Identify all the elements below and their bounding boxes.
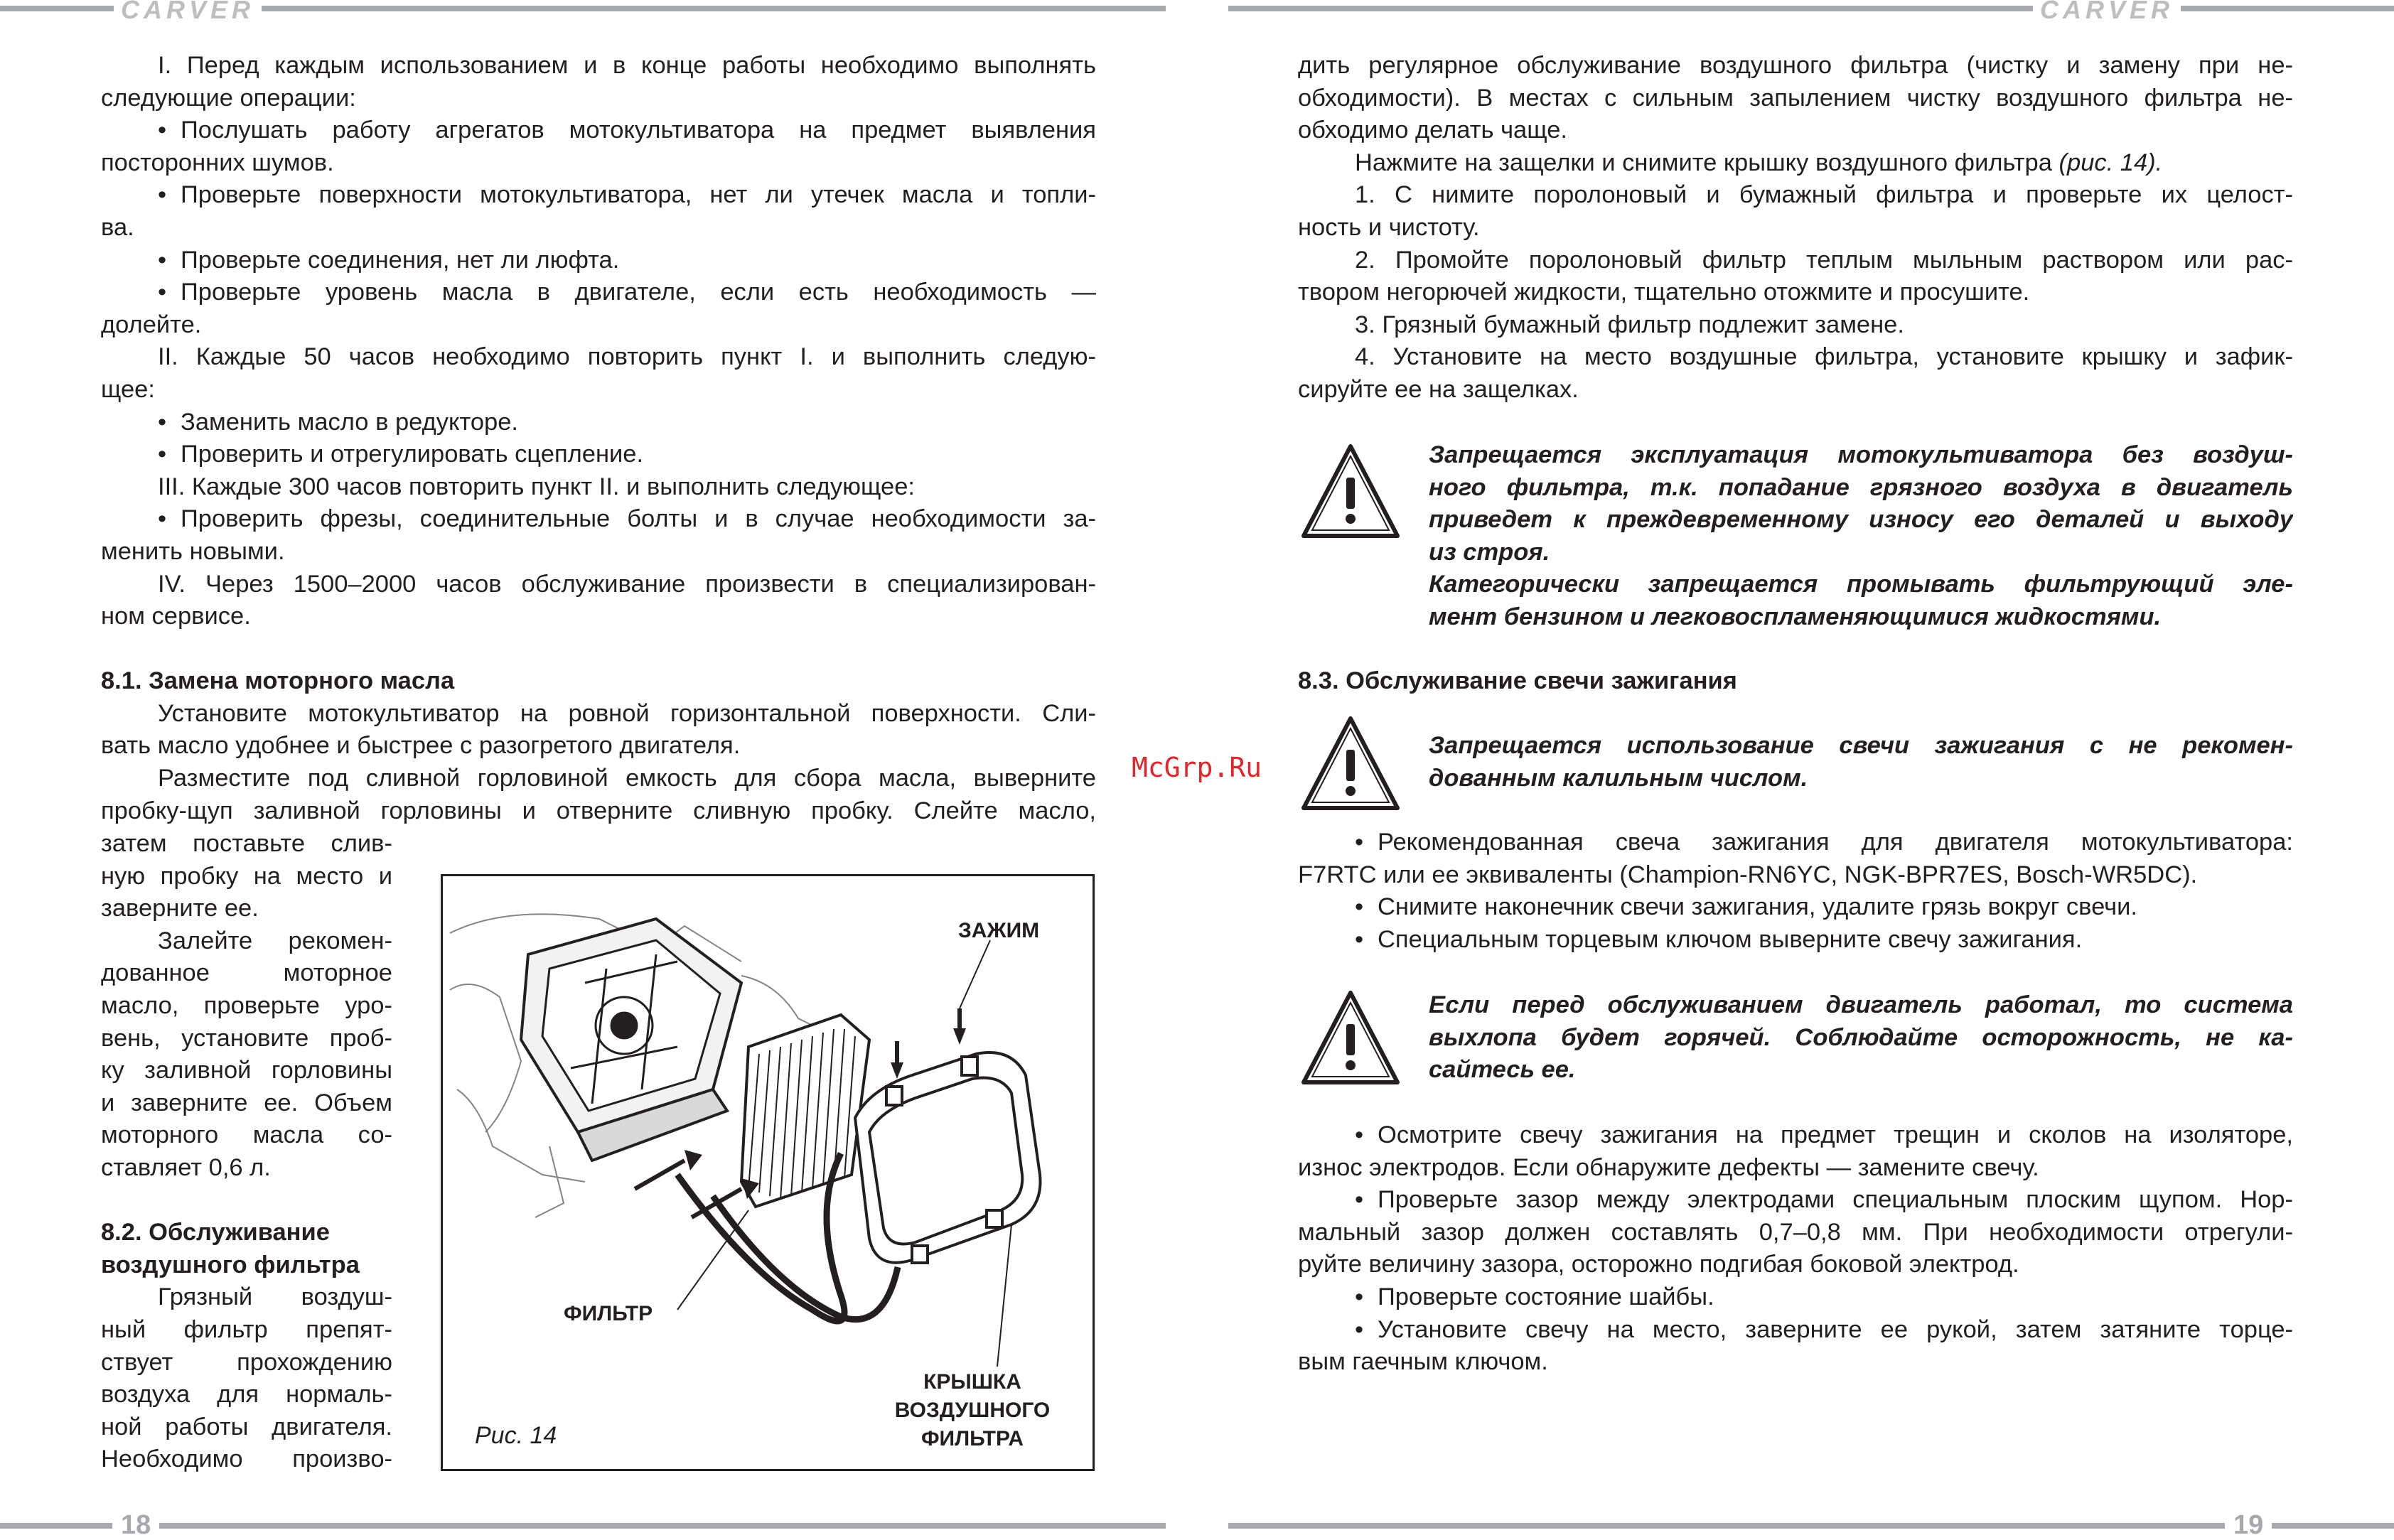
paragraph-line: ном сервисе.: [101, 603, 251, 630]
warning-line: мент бензином и легковоспламеняющимися жидкостями.: [1429, 603, 2162, 630]
paragraph-line: щее:: [101, 375, 155, 403]
left-column-upper: [101, 50, 1096, 827]
paragraph-line: 1. С нимите поролоновый и бумажный фильтра и проверьте их целост-: [1355, 181, 2293, 209]
label-cover-line: ФИЛЬТРА: [920, 1427, 1024, 1450]
paragraph-line: сируйте ее на защелках.: [1298, 375, 1579, 403]
narrow-line: моторного масла со-: [101, 1121, 392, 1149]
narrow-line: и заверните ее. Объем: [101, 1089, 392, 1116]
label-cover-line: КРЫШКА: [923, 1370, 1021, 1394]
paragraph-text: Нажмите на защелки и снимите крышку воздушного фильтра: [1355, 149, 2059, 176]
bullet-line: • Заменить масло в редукторе.: [101, 406, 1096, 439]
spacer: [101, 1185, 392, 1217]
section-8-3-title: 8.3. Обслуживание свечи зажигания: [1298, 667, 1737, 694]
narrow-line: ной работы двигателя.: [101, 1413, 392, 1441]
warning-text-2: [1429, 730, 2293, 795]
brand-logo-right: CARVER: [2033, 0, 2181, 23]
paragraph-line: посторонних шумов.: [101, 149, 334, 176]
warning-text-1: [1429, 439, 2293, 634]
bullet-line: • Проверьте уровень масла в двигателе, если есть необходимость —: [101, 276, 1096, 309]
narrow-line: ствует прохождению: [101, 1348, 392, 1376]
warning-line: Запрещается использование свечи зажигания с не рекомен-: [1429, 732, 2293, 759]
warning-text-3: [1429, 989, 2293, 1087]
paragraph-line: твором негорючей жидкости, тщательно отожмите и просушите.: [1298, 279, 2030, 306]
section-8-2-title: воздушного фильтра: [101, 1251, 360, 1278]
warning-line: выхлопа будет горячей. Соблюдайте осторожность, не ка-: [1429, 1023, 2293, 1051]
bullet-line: • Проверьте поверхности мотокультиватора, нет ли утечек масла и топли-: [101, 179, 1096, 212]
paragraph-line: ва.: [101, 213, 134, 241]
paragraph-line: износ электродов. Если обнаружите дефекты — замените свечу.: [1298, 1153, 2039, 1181]
label-clamp: ЗАЖИМ: [958, 919, 1040, 942]
paragraph-line: ность и чистоту.: [1298, 213, 1480, 241]
bullet-line: • Проверьте соединения, нет ли люфта.: [101, 244, 1096, 277]
narrow-line: вень, установите проб-: [101, 1024, 392, 1052]
narrow-line: Необходимо произво-: [101, 1445, 392, 1473]
bullet-line: • Снимите наконечник свечи зажигания, удалите грязь вокруг свечи.: [1298, 891, 2293, 924]
spacer: [101, 633, 1096, 666]
figure-caption: Рис. 14: [475, 1422, 557, 1449]
narrow-line: дованное моторное: [101, 959, 392, 987]
bullet-line: • Специальным торцевым ключом выверните свечу зажигания.: [1298, 924, 2293, 957]
paragraph-line: дить регулярное обслуживание воздушного фильтра (чистку и замену при не-: [1298, 52, 2293, 79]
narrow-line: Грязный воздуш-: [158, 1283, 392, 1311]
warning-line: приведет к преждевременному износу его деталей и выходу: [1429, 506, 2293, 534]
section-8-2-title: 8.2. Обслуживание: [101, 1219, 330, 1246]
label-cover-line: ВОЗДУШНОГО: [894, 1399, 1051, 1422]
paragraph-line: F7RTC или ее эквиваленты (Champion-RN6YC, NGK-BPR7ES, Bosch-WR5DC).: [1298, 861, 2198, 888]
narrow-line: ный фильтр препят-: [101, 1315, 392, 1343]
narrow-line: затем поставьте слив-: [101, 830, 392, 857]
right-column-top: [1298, 50, 2293, 406]
warning-icon: [1298, 441, 1403, 546]
warning-line: Запрещается эксплуатация мотокультиватора без воздуш-: [1429, 441, 2293, 468]
warning-line: ного фильтра, т.к. попадание грязного воздуха в двигатель: [1429, 473, 2293, 501]
warning-line: Категорически запрещается промывать фильтрующий эле-: [1429, 571, 2293, 598]
right-column-middle: [1298, 826, 2293, 956]
paragraph-line: вым гаечным ключом.: [1298, 1348, 1548, 1376]
paragraph-line: обходимо делать чаще.: [1298, 117, 1568, 144]
bullet-line: • Проверить фрезы, соединительные болты и в случае необходимости за-: [101, 503, 1096, 536]
paragraph-line: Разместите под сливной горловиной емкость для сбора масла, выверните: [158, 765, 1096, 792]
narrow-line: Залейте рекомен-: [158, 927, 392, 954]
paragraph-line: менить новыми.: [101, 537, 285, 565]
paragraph-line: вать масло удобнее и быстрее с разогретого двигателя.: [101, 732, 741, 760]
paragraph-line: III. Каждые 300 часов повторить пункт II. и выполнить следующее:: [158, 473, 916, 500]
narrow-line: ку заливной горловины: [101, 1057, 392, 1084]
paragraph-line: руйте величину зазора, осторожно подгибая боковой электрод.: [1298, 1251, 2019, 1278]
bullet-line: • Проверьте состояние шайбы.: [1298, 1281, 2293, 1314]
watermark: McGrp.Ru: [1132, 752, 1262, 783]
bullet-line: • Проверить и отрегулировать сцепление.: [101, 438, 1096, 471]
paragraph-line: IV. Через 1500–2000 часов обслуживание произвести в специализирован-: [158, 570, 1096, 598]
label-filter: ФИЛЬТР: [564, 1302, 653, 1325]
brand-logo-left: CARVER: [114, 0, 262, 23]
figure-reference: (рис. 14).: [2058, 149, 2163, 176]
bullet-line: • Послушать работу агрегатов мотокультиватора на предмет выявления: [101, 114, 1096, 147]
figure-14: [441, 874, 1095, 1471]
paragraph-line: 3. Грязный бумажный фильтр подлежит замене.: [1355, 311, 1904, 338]
bullet-line: • Проверьте зазор между электродами специальным плоским щупом. Нор-: [1298, 1184, 2293, 1217]
bullet-line: • Рекомендованная свеча зажигания для двигателя мотокультиватора:: [1298, 826, 2293, 859]
paragraph-line: пробку-щуп заливной горловины и отверните сливную пробку. Слейте масло,: [101, 797, 1096, 824]
narrow-line: заверните ее.: [101, 895, 259, 922]
footer-rule-left: [0, 1523, 1166, 1529]
paragraph-line: 2. Промойте поролоновый фильтр теплым мыльным раствором или рас-: [1355, 246, 2293, 274]
paragraph-line: обходимости). В местах с сильным запылением чистку воздушного фильтра не-: [1298, 84, 2293, 112]
left-column-narrow: [101, 828, 392, 1476]
warning-line: из строя.: [1429, 538, 1550, 566]
warning-line: дованным калильным числом.: [1429, 764, 1808, 792]
warning-line: сайтесь ее.: [1429, 1056, 1576, 1084]
paragraph-line: II. Каждые 50 часов необходимо повторить пункт I. и выполнить следую-: [158, 343, 1096, 371]
paragraph-line: долейте.: [101, 311, 202, 338]
footer-rule-right: [1228, 1523, 2394, 1529]
paragraph-line: мальный зазор должен составлять 0,7–0,8 мм. При необходимости отрегули-: [1298, 1218, 2293, 1246]
page-number-right: 19: [2225, 1511, 2272, 1539]
narrow-line: воздуха для нормаль-: [101, 1381, 392, 1409]
section-8-1-title: 8.1. Замена моторного масла: [101, 667, 455, 695]
warning-icon: [1298, 713, 1403, 818]
bullet-line: • Установите свечу на место, заверните ее рукой, затем затяните торце-: [1298, 1314, 2293, 1347]
warning-line: Если перед обслуживанием двигатель работал, то система: [1429, 991, 2293, 1018]
narrow-line: ную пробку на место и: [101, 862, 392, 890]
label-cover: [891, 1368, 1054, 1453]
warning-icon: [1298, 987, 1403, 1092]
paragraph-line: следующие операции:: [101, 84, 356, 112]
narrow-line: ставляет 0,6 л.: [101, 1153, 271, 1181]
narrow-line: масло, проверьте уро-: [101, 991, 392, 1019]
paragraph-line: [1298, 147, 2293, 180]
paragraph-line: I. Перед каждым использованием и в конце работы необходимо выполнять: [158, 52, 1096, 79]
right-column-bottom: [1298, 1119, 2293, 1379]
paragraph-line: Установите мотокультиватор на ровной горизонтальной поверхности. Сли-: [158, 699, 1096, 727]
paragraph-line: 4. Установите на место воздушные фильтра, установите крышку и зафик-: [1355, 343, 2293, 371]
page-number-left: 18: [112, 1511, 159, 1539]
header-rule-right: [1228, 6, 2394, 11]
bullet-line: • Осмотрите свечу зажигания на предмет трещин и сколов на изоляторе,: [1298, 1119, 2293, 1152]
